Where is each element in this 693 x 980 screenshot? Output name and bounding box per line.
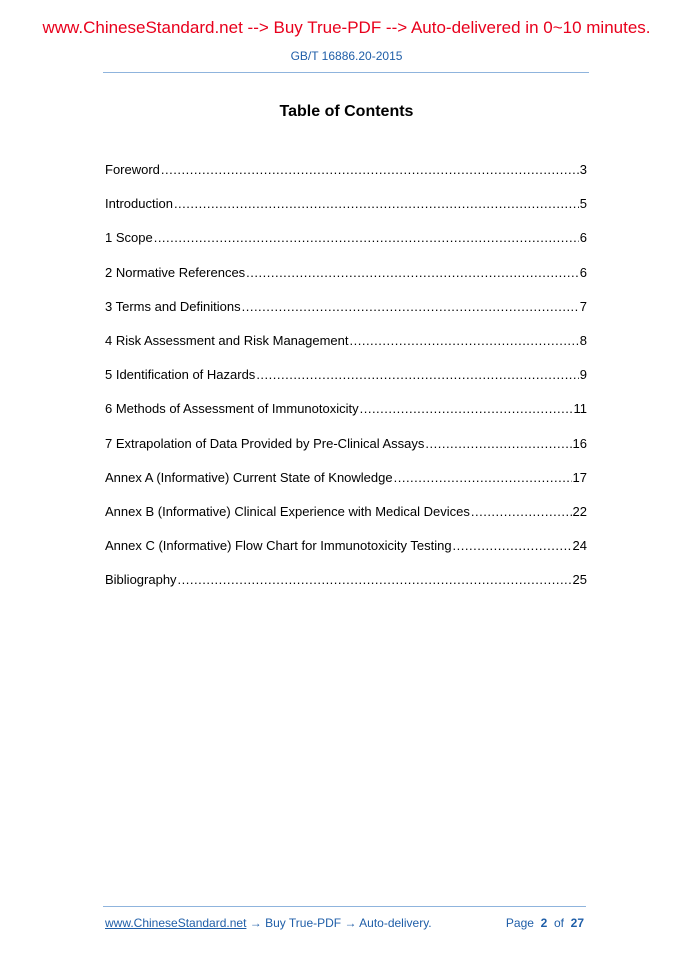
- toc-entry-label: Foreword: [105, 162, 160, 177]
- current-page: 2: [540, 916, 548, 930]
- toc-entry-page: 6: [579, 230, 587, 246]
- toc-list: [105, 162, 587, 606]
- toc-entry[interactable]: [105, 196, 587, 230]
- toc-leader-dots: [425, 436, 571, 451]
- toc-leader-dots: [453, 538, 572, 553]
- footer-divider: [103, 906, 586, 907]
- toc-leader-dots: [246, 265, 579, 280]
- toc-leader-dots: [154, 230, 579, 245]
- toc-entry-label: 5 Identification of Hazards: [105, 367, 256, 383]
- toc-leader-dots: [471, 504, 572, 519]
- toc-leader-dots: [256, 367, 578, 382]
- toc-leader-dots: [178, 572, 572, 587]
- toc-entry-label: 1 Scope: [105, 230, 153, 246]
- toc-entry-label: 7 Extrapolation of Data Provided by Pre-Clinical Assays: [105, 435, 425, 451]
- toc-entry-label: Introduction: [105, 196, 173, 212]
- toc-entry[interactable]: [105, 265, 587, 299]
- toc-entry[interactable]: [105, 401, 587, 435]
- toc-entry-page: 7: [579, 298, 587, 314]
- toc-leader-dots: [350, 333, 579, 348]
- promo-banner[interactable]: www.ChineseStandard.net --> Buy True-PDF --> Auto-delivered in 0~10 minutes.: [42, 18, 651, 37]
- toc-entry-page: 3: [579, 162, 587, 177]
- footer-step-delivery: Auto-delivery.: [359, 916, 432, 930]
- toc-entry-label: Annex C (Informative) Flow Chart for Immunotoxicity Testing: [105, 538, 452, 554]
- toc-entry-page: 25: [572, 572, 587, 588]
- toc-leader-dots: [242, 299, 579, 314]
- of-word: of: [553, 916, 564, 930]
- toc-entry[interactable]: [105, 230, 587, 264]
- toc-title: Table of Contents: [279, 103, 414, 120]
- footer-promo: [105, 916, 432, 930]
- toc-entry[interactable]: [105, 162, 587, 196]
- toc-entry[interactable]: [105, 299, 587, 333]
- toc-entry-page: 8: [579, 332, 587, 348]
- toc-entry-label: Annex A (Informative) Current State of Knowledge: [105, 469, 393, 485]
- toc-entry-page: 17: [572, 469, 587, 485]
- page-footer: [105, 916, 587, 932]
- toc-entry-page: 22: [572, 503, 587, 519]
- arrow-right-icon: →: [344, 916, 357, 930]
- toc-entry[interactable]: [105, 538, 587, 572]
- toc-entry[interactable]: [105, 572, 587, 606]
- toc-entry-page: 11: [573, 401, 587, 417]
- toc-entry[interactable]: [105, 470, 587, 504]
- toc-entry-label: Bibliography: [105, 572, 177, 588]
- toc-entry[interactable]: [105, 504, 587, 538]
- toc-entry-label: 4 Risk Assessment and Risk Management: [105, 332, 349, 348]
- toc-entry-page: 16: [572, 435, 587, 451]
- toc-entry-page: 24: [572, 538, 587, 554]
- toc-entry[interactable]: [105, 367, 587, 401]
- page-word: Page: [505, 916, 534, 930]
- total-pages: 27: [570, 916, 584, 930]
- toc-entry-page: 9: [579, 367, 587, 383]
- toc-entry-label: 6 Methods of Assessment of Immunotoxicity: [105, 401, 359, 417]
- standard-code: GB/T 16886.20-2015: [290, 49, 403, 63]
- toc-leader-dots: [360, 401, 573, 416]
- toc-entry-label: Annex B (Informative) Clinical Experience with Medical Devices: [105, 503, 470, 519]
- toc-entry-page: 6: [579, 264, 587, 280]
- footer-site-link[interactable]: www.ChineseStandard.net: [105, 916, 247, 930]
- toc-entry-page: 5: [579, 196, 587, 212]
- header-divider: [103, 72, 589, 73]
- toc-leader-dots: [161, 162, 579, 177]
- page-indicator: [506, 916, 584, 930]
- arrow-right-icon: →: [249, 916, 262, 930]
- footer-step-buy: Buy True-PDF: [265, 916, 342, 930]
- toc-leader-dots: [174, 196, 579, 211]
- toc-entry[interactable]: [105, 333, 587, 367]
- toc-entry-label: 3 Terms and Definitions: [105, 298, 241, 314]
- toc-entry-label: 2 Normative References: [105, 264, 246, 280]
- toc-entry[interactable]: [105, 436, 587, 470]
- toc-leader-dots: [394, 470, 572, 485]
